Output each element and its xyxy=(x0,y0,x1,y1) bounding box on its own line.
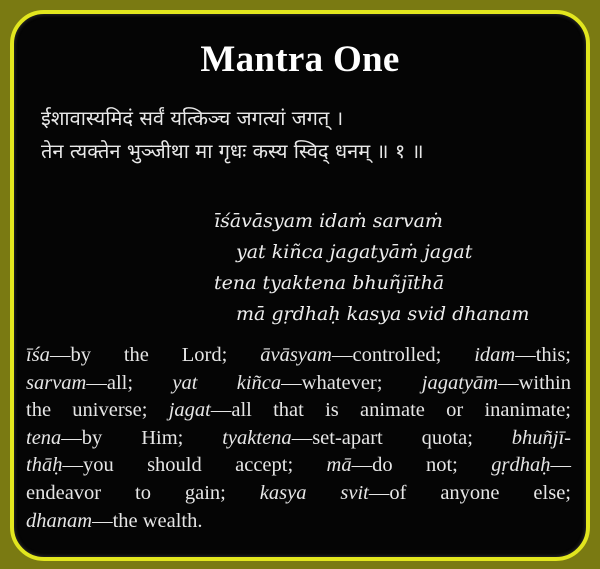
synonyms-line xyxy=(26,425,571,453)
definition: —all; xyxy=(86,371,173,394)
term: tyaktena xyxy=(222,426,292,449)
term: dhanam xyxy=(26,509,93,532)
definition: — xyxy=(550,454,571,477)
transliteration-line: tena tyaktena bhuñjīthā xyxy=(214,272,445,294)
synonyms-paragraph xyxy=(26,342,571,535)
definition: —within xyxy=(498,371,571,394)
definition: —set-apart quota; xyxy=(291,426,512,449)
sanskrit-line: तेन त्यक्तेन भुञ्जीथा मा गृधः कस्य स्विद् धनम् ॥ १ ॥ xyxy=(41,139,424,163)
synonyms-line xyxy=(26,452,571,480)
definition: —controlled; xyxy=(331,344,475,366)
definition: —do not; xyxy=(351,454,492,477)
term: āvāsyam xyxy=(260,344,332,366)
transliteration xyxy=(14,206,529,330)
term: jagatyām xyxy=(421,371,499,394)
sanskrit-line: ईशावास्यमिदं सर्वं यत्किञ्च जगत्यां जगत् । xyxy=(41,106,344,130)
definition: —by Him; xyxy=(61,426,223,449)
transliteration-line: īśāvāsyam idaṁ sarvaṁ xyxy=(214,210,443,232)
definition: —by the Lord; xyxy=(49,344,261,366)
synonyms-line xyxy=(26,397,571,425)
transliteration-line: yat kiñca jagatyāṁ jagat xyxy=(236,241,473,263)
term: jagat xyxy=(168,399,211,422)
term: idam xyxy=(474,344,516,366)
synonyms-line xyxy=(26,508,571,536)
sanskrit-verse xyxy=(41,102,424,168)
synonyms-line xyxy=(26,480,571,508)
term: kasya svit xyxy=(259,481,369,504)
term: yat kiñca xyxy=(172,371,282,394)
term: tena xyxy=(26,426,62,449)
definition: —all that is animate or inanimate; xyxy=(210,399,571,422)
page-title: Mantra One xyxy=(200,39,400,80)
definition: —this; xyxy=(515,344,572,366)
term: thāḥ xyxy=(26,454,63,477)
term: īśa xyxy=(26,344,50,366)
mantra-card xyxy=(10,10,590,561)
definition: —whatever; xyxy=(281,371,422,394)
definition: —the wealth. xyxy=(92,509,203,532)
definition: —of anyone else; xyxy=(368,481,571,504)
synonyms-line xyxy=(26,342,571,370)
synonyms-line xyxy=(26,370,571,398)
term: bhuñjī- xyxy=(511,426,571,449)
definition: —you should accept; xyxy=(62,454,327,477)
definition: the universe; xyxy=(26,399,169,422)
term: mā xyxy=(326,454,352,477)
transliteration-line: mā gṛdhaḥ kasya svid dhanam xyxy=(236,303,530,325)
definition: endeavor to gain; xyxy=(26,481,260,504)
term: gṛdhaḥ xyxy=(491,454,551,477)
term: sarvam xyxy=(26,371,87,394)
